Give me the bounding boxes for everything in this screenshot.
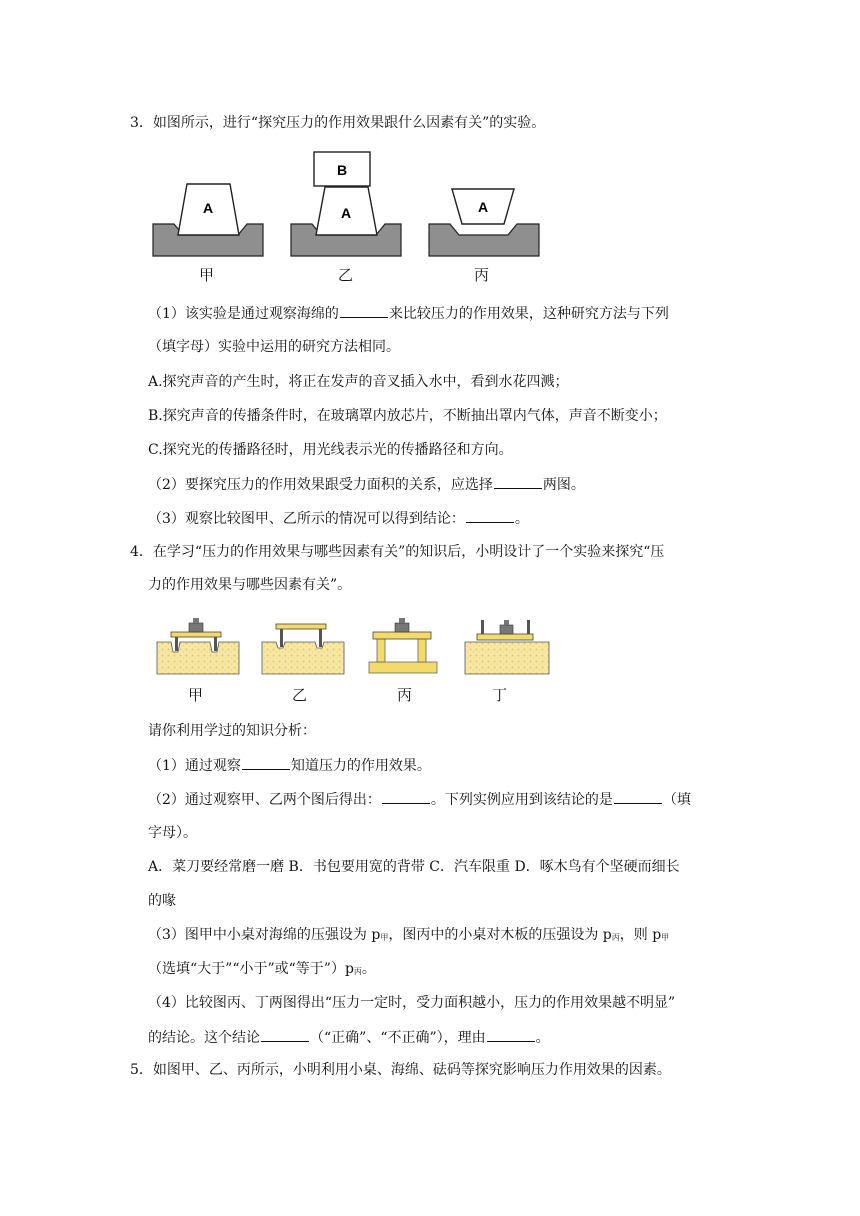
q4-options-line2: 的喙 (148, 893, 176, 909)
sponge-jia (157, 642, 239, 674)
q4-blank-3[interactable] (614, 789, 662, 804)
q4-part2-line2: 字母）。 (148, 825, 197, 841)
q3-diagram-bing (429, 189, 539, 256)
q3-part1-line1: （1）该实验是通过观察海绵的 来比较压力的作用效果，这种研究方法与下列 (148, 303, 669, 324)
q5-stem: 5．如图甲、乙、丙所示，小明利用小桌、海绵、砝码等探究影响压力作用效果的因素。 (130, 1062, 671, 1078)
q4-diagram-bing (369, 618, 437, 673)
q4-diagram-yi (262, 624, 344, 674)
table-top-jia (171, 632, 221, 637)
weight-bing (395, 623, 409, 632)
q4-label-bing: 丙 (397, 686, 413, 704)
q4-blank-1[interactable] (242, 755, 290, 770)
block-b-label: B (336, 162, 348, 178)
table-top-ding (477, 634, 533, 640)
table-top-yi (276, 624, 326, 629)
table-top-bing (373, 632, 431, 639)
weight-jia (189, 623, 203, 632)
q4-blank-5[interactable] (487, 1027, 535, 1042)
sponge-ding (465, 642, 549, 674)
q3-label-bing: 丙 (474, 266, 490, 284)
q4-prompt: 请你利用学过的知识分析： (148, 723, 316, 739)
q4-part3-line2: （选填“大于”“小于”或“等于$”)p_丙$。 (148, 961, 376, 977)
q4-part2-line1: （2）通过观察甲、乙两个图后得出： 。下列实例应用到该结论的是 （填 (148, 789, 691, 810)
sponge-bing (429, 224, 539, 256)
table-leg-jia-left (175, 637, 178, 651)
q4-blank-4[interactable] (261, 1027, 309, 1042)
q4-part4-line1: （4）比较图丙、丁两图得出“压力一定时，受力面积越小，压力的作用效果越不明显” (148, 995, 676, 1011)
q4-label-ding: 丁 (492, 686, 508, 704)
q4-label-jia: 甲 (188, 686, 204, 704)
q4-diagram-jia (157, 618, 239, 674)
q3-diagram-yi (291, 152, 401, 256)
block-a-label-bing: A (477, 199, 489, 215)
q3-option-b: B.探究声音的传播条件时，在玻璃罩内放芯片，不断抽出罩内气体，声音不断变小； (148, 408, 667, 424)
block-a-label-jia: A (202, 200, 214, 216)
q3-figure (152, 150, 542, 262)
table-leg-jia-right (214, 637, 217, 651)
q3-stem: 3．如图所示，进行“探究压力的作用效果跟什么因素有关”的实验。 (130, 115, 546, 131)
weight-ding (500, 625, 513, 634)
q4-stem-line2: 力的作用效果与哪些因素有关”。 (148, 577, 352, 593)
q3-option-a: A.探究声音的产生时，将正在发声的音叉插入水中，看到水花四溅； (148, 374, 569, 390)
q4-blank-2[interactable] (382, 789, 430, 804)
weight-knob-bing (399, 618, 405, 623)
table-leg-yi-left (280, 629, 283, 647)
table-leg-yi-right (319, 629, 322, 647)
q4-figure (155, 612, 550, 678)
table-leg-ding-right (527, 620, 530, 634)
q3-blank-1[interactable] (340, 303, 388, 318)
q3-label-jia: 甲 (199, 266, 215, 284)
table-leg-bing-left (377, 638, 385, 662)
q4-part1: （1）通过观察 知道压力的作用效果。 (148, 755, 431, 776)
weight-knob-ding (504, 620, 509, 625)
q4-part3-line1: （3）图甲中小桌对海绵的压强设为 $p_甲$，图丙中的小桌对木板的压强设为 $p_丙$，则 $p_甲$ (148, 927, 670, 943)
q4-stem-line1: 4．在学习“压力的作用效果与哪些因素有关”的知识后，小明设计了一个实验来探究“压 (130, 544, 665, 560)
q4-diagram-ding (465, 620, 549, 674)
table-leg-bing-right (418, 638, 426, 662)
q3-blank-3[interactable] (466, 508, 514, 523)
block-a-label-yi: A (340, 205, 352, 221)
q3-figure-svg (152, 150, 542, 262)
q3-part1-line2: （填字母）实验中运用的研究方法相同。 (148, 339, 400, 355)
q4-part4-line2: 的结论。这个结论 （“正确”、“不正确”），理由 。 (148, 1027, 550, 1048)
q3-option-c: C.探究光的传播路径时，用光线表示光的传播路径和方向。 (148, 442, 513, 458)
sponge-yi (262, 642, 344, 674)
q4-options-line1: A．菜刀要经常磨一磨 B．书包要用宽的背带 C．汽车限重 D．啄木鸟有个坚硬而细长 (148, 859, 680, 875)
q4-label-yi: 乙 (292, 686, 308, 704)
table-leg-ding-left (481, 620, 484, 634)
q3-part2: （2）要探究压力的作用效果跟受力面积的关系，应选择 两图。 (148, 474, 585, 495)
q3-blank-2[interactable] (494, 474, 542, 489)
q3-diagram-jia (153, 184, 263, 256)
weight-knob-jia (193, 618, 199, 623)
q3-part3: （3）观察比较图甲、乙所示的情况可以得到结论： 。 (148, 508, 529, 529)
q4-figure-svg (155, 612, 550, 678)
q3-label-yi: 乙 (338, 266, 354, 284)
board-bing (369, 662, 437, 673)
